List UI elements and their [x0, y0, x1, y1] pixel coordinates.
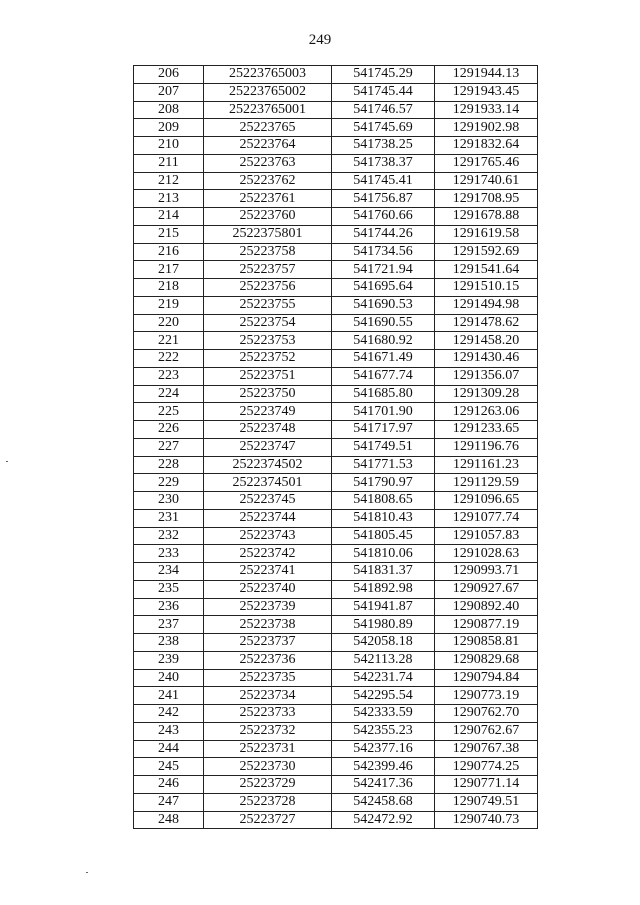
x-coordinate-cell: 542231.74 [332, 669, 435, 687]
table-row [134, 332, 538, 350]
table-row [134, 563, 538, 581]
table-row [134, 634, 538, 652]
table-row [134, 580, 538, 598]
table-row [134, 279, 538, 297]
point-id-cell: 25223732 [204, 722, 332, 740]
x-coordinate-cell: 542399.46 [332, 758, 435, 776]
table-row [134, 208, 538, 226]
point-id-cell: 25223734 [204, 687, 332, 705]
row-number-cell: 211 [134, 154, 204, 172]
table-row [134, 740, 538, 758]
x-coordinate-cell: 541685.80 [332, 385, 435, 403]
row-number-cell: 238 [134, 634, 204, 652]
table-row [134, 705, 538, 723]
y-coordinate-cell: 1291943.45 [435, 83, 538, 101]
row-number-cell: 244 [134, 740, 204, 758]
point-id-cell: 25223733 [204, 705, 332, 723]
x-coordinate-cell: 541745.44 [332, 83, 435, 101]
row-number-cell: 233 [134, 545, 204, 563]
x-coordinate-cell: 541790.97 [332, 474, 435, 492]
row-number-cell: 224 [134, 385, 204, 403]
table-row [134, 137, 538, 155]
x-coordinate-cell: 541695.64 [332, 279, 435, 297]
table-row [134, 314, 538, 332]
row-number-cell: 242 [134, 705, 204, 723]
row-number-cell: 243 [134, 722, 204, 740]
y-coordinate-cell: 1291933.14 [435, 101, 538, 119]
x-coordinate-cell: 541980.89 [332, 616, 435, 634]
point-id-cell: 25223763 [204, 154, 332, 172]
point-id-cell: 25223764 [204, 137, 332, 155]
table-row [134, 492, 538, 510]
table-row [134, 545, 538, 563]
scan-speck [6, 461, 8, 462]
y-coordinate-cell: 1291902.98 [435, 119, 538, 137]
y-coordinate-cell: 1291619.58 [435, 225, 538, 243]
y-coordinate-cell: 1290771.14 [435, 776, 538, 794]
x-coordinate-cell: 541749.51 [332, 438, 435, 456]
table-row [134, 687, 538, 705]
page-number: 249 [308, 32, 332, 48]
row-number-cell: 231 [134, 509, 204, 527]
x-coordinate-cell: 541677.74 [332, 367, 435, 385]
row-number-cell: 222 [134, 350, 204, 368]
row-number-cell: 212 [134, 172, 204, 190]
y-coordinate-cell: 1291494.98 [435, 296, 538, 314]
y-coordinate-cell: 1290773.19 [435, 687, 538, 705]
row-number-cell: 236 [134, 598, 204, 616]
y-coordinate-cell: 1291077.74 [435, 509, 538, 527]
x-coordinate-cell: 541805.45 [332, 527, 435, 545]
x-coordinate-cell: 542417.36 [332, 776, 435, 794]
x-coordinate-cell: 541810.06 [332, 545, 435, 563]
table-row [134, 669, 538, 687]
y-coordinate-cell: 1291592.69 [435, 243, 538, 261]
point-id-cell: 25223736 [204, 651, 332, 669]
point-id-cell: 25223765 [204, 119, 332, 137]
x-coordinate-cell: 541701.90 [332, 403, 435, 421]
x-coordinate-cell: 542458.68 [332, 793, 435, 811]
y-coordinate-cell: 1291765.46 [435, 154, 538, 172]
table-row [134, 385, 538, 403]
point-id-cell: 25223752 [204, 350, 332, 368]
x-coordinate-cell: 541717.97 [332, 421, 435, 439]
row-number-cell: 215 [134, 225, 204, 243]
point-id-cell: 25223742 [204, 545, 332, 563]
table-row [134, 456, 538, 474]
x-coordinate-cell: 541745.69 [332, 119, 435, 137]
y-coordinate-cell: 1291708.95 [435, 190, 538, 208]
table-row [134, 261, 538, 279]
x-coordinate-cell: 541738.37 [332, 154, 435, 172]
y-coordinate-cell: 1291478.62 [435, 314, 538, 332]
row-number-cell: 218 [134, 279, 204, 297]
table-row [134, 758, 538, 776]
x-coordinate-cell: 541808.65 [332, 492, 435, 510]
point-id-cell: 25223765001 [204, 101, 332, 119]
point-id-cell: 25223755 [204, 296, 332, 314]
x-coordinate-cell: 542355.23 [332, 722, 435, 740]
x-coordinate-cell: 541680.92 [332, 332, 435, 350]
row-number-cell: 209 [134, 119, 204, 137]
point-id-cell: 25223738 [204, 616, 332, 634]
point-id-cell: 25223754 [204, 314, 332, 332]
row-number-cell: 241 [134, 687, 204, 705]
y-coordinate-cell: 1291309.28 [435, 385, 538, 403]
x-coordinate-cell: 541746.57 [332, 101, 435, 119]
point-id-cell: 25223735 [204, 669, 332, 687]
table-row [134, 616, 538, 634]
point-id-cell: 25223765002 [204, 83, 332, 101]
table-row [134, 154, 538, 172]
point-id-cell: 25223751 [204, 367, 332, 385]
point-id-cell: 25223740 [204, 580, 332, 598]
table-row [134, 776, 538, 794]
y-coordinate-cell: 1291832.64 [435, 137, 538, 155]
row-number-cell: 214 [134, 208, 204, 226]
row-number-cell: 210 [134, 137, 204, 155]
row-number-cell: 229 [134, 474, 204, 492]
x-coordinate-cell: 541738.25 [332, 137, 435, 155]
table-row [134, 421, 538, 439]
x-coordinate-cell: 541745.29 [332, 66, 435, 84]
row-number-cell: 208 [134, 101, 204, 119]
table-row [134, 172, 538, 190]
row-number-cell: 217 [134, 261, 204, 279]
row-number-cell: 228 [134, 456, 204, 474]
point-id-cell: 25223739 [204, 598, 332, 616]
y-coordinate-cell: 1290858.81 [435, 634, 538, 652]
y-coordinate-cell: 1291678.88 [435, 208, 538, 226]
x-coordinate-cell: 542058.18 [332, 634, 435, 652]
row-number-cell: 216 [134, 243, 204, 261]
y-coordinate-cell: 1290767.38 [435, 740, 538, 758]
table-row [134, 403, 538, 421]
y-coordinate-cell: 1291510.15 [435, 279, 538, 297]
y-coordinate-cell: 1291458.20 [435, 332, 538, 350]
row-number-cell: 248 [134, 811, 204, 829]
row-number-cell: 246 [134, 776, 204, 794]
point-id-cell: 25223753 [204, 332, 332, 350]
point-id-cell: 25223743 [204, 527, 332, 545]
x-coordinate-cell: 542377.16 [332, 740, 435, 758]
x-coordinate-cell: 541690.55 [332, 314, 435, 332]
point-id-cell: 25223745 [204, 492, 332, 510]
y-coordinate-cell: 1290762.70 [435, 705, 538, 723]
table-row [134, 651, 538, 669]
point-id-cell: 25223760 [204, 208, 332, 226]
row-number-cell: 235 [134, 580, 204, 598]
point-id-cell: 2522375801 [204, 225, 332, 243]
point-id-cell: 25223750 [204, 385, 332, 403]
row-number-cell: 226 [134, 421, 204, 439]
table-row [134, 811, 538, 829]
y-coordinate-cell: 1290774.25 [435, 758, 538, 776]
y-coordinate-cell: 1290829.68 [435, 651, 538, 669]
coordinates-table-body [134, 66, 538, 829]
x-coordinate-cell: 541810.43 [332, 509, 435, 527]
x-coordinate-cell: 541745.41 [332, 172, 435, 190]
y-coordinate-cell: 1291096.65 [435, 492, 538, 510]
y-coordinate-cell: 1291944.13 [435, 66, 538, 84]
y-coordinate-cell: 1290877.19 [435, 616, 538, 634]
x-coordinate-cell: 541892.98 [332, 580, 435, 598]
y-coordinate-cell: 1291161.23 [435, 456, 538, 474]
y-coordinate-cell: 1291430.46 [435, 350, 538, 368]
table-row [134, 296, 538, 314]
y-coordinate-cell: 1290892.40 [435, 598, 538, 616]
row-number-cell: 213 [134, 190, 204, 208]
row-number-cell: 245 [134, 758, 204, 776]
table-row [134, 793, 538, 811]
y-coordinate-cell: 1290927.67 [435, 580, 538, 598]
table-row [134, 225, 538, 243]
point-id-cell: 2522374502 [204, 456, 332, 474]
y-coordinate-cell: 1291028.63 [435, 545, 538, 563]
table-row [134, 190, 538, 208]
row-number-cell: 220 [134, 314, 204, 332]
table-row [134, 474, 538, 492]
point-id-cell: 25223756 [204, 279, 332, 297]
point-id-cell: 25223762 [204, 172, 332, 190]
point-id-cell: 25223741 [204, 563, 332, 581]
y-coordinate-cell: 1291541.64 [435, 261, 538, 279]
point-id-cell: 25223731 [204, 740, 332, 758]
row-number-cell: 230 [134, 492, 204, 510]
y-coordinate-cell: 1290762.67 [435, 722, 538, 740]
table-row [134, 367, 538, 385]
table-row [134, 598, 538, 616]
row-number-cell: 219 [134, 296, 204, 314]
y-coordinate-cell: 1291740.61 [435, 172, 538, 190]
x-coordinate-cell: 541941.87 [332, 598, 435, 616]
point-id-cell: 25223757 [204, 261, 332, 279]
y-coordinate-cell: 1290749.51 [435, 793, 538, 811]
row-number-cell: 207 [134, 83, 204, 101]
row-number-cell: 237 [134, 616, 204, 634]
point-id-cell: 25223748 [204, 421, 332, 439]
point-id-cell: 25223728 [204, 793, 332, 811]
table-row [134, 438, 538, 456]
point-id-cell: 25223758 [204, 243, 332, 261]
point-id-cell: 25223765003 [204, 66, 332, 84]
point-id-cell: 25223747 [204, 438, 332, 456]
coordinates-table [133, 65, 538, 829]
y-coordinate-cell: 1291129.59 [435, 474, 538, 492]
point-id-cell: 25223730 [204, 758, 332, 776]
x-coordinate-cell: 541756.87 [332, 190, 435, 208]
point-id-cell: 25223744 [204, 509, 332, 527]
point-id-cell: 25223749 [204, 403, 332, 421]
x-coordinate-cell: 541690.53 [332, 296, 435, 314]
row-number-cell: 227 [134, 438, 204, 456]
row-number-cell: 240 [134, 669, 204, 687]
table-row [134, 119, 538, 137]
x-coordinate-cell: 541760.66 [332, 208, 435, 226]
x-coordinate-cell: 541721.94 [332, 261, 435, 279]
x-coordinate-cell: 541771.53 [332, 456, 435, 474]
x-coordinate-cell: 541744.26 [332, 225, 435, 243]
table-row [134, 509, 538, 527]
point-id-cell: 25223727 [204, 811, 332, 829]
row-number-cell: 225 [134, 403, 204, 421]
row-number-cell: 221 [134, 332, 204, 350]
point-id-cell: 2522374501 [204, 474, 332, 492]
point-id-cell: 25223761 [204, 190, 332, 208]
row-number-cell: 223 [134, 367, 204, 385]
y-coordinate-cell: 1291057.83 [435, 527, 538, 545]
y-coordinate-cell: 1291233.65 [435, 421, 538, 439]
table-row [134, 83, 538, 101]
point-id-cell: 25223737 [204, 634, 332, 652]
x-coordinate-cell: 542113.28 [332, 651, 435, 669]
y-coordinate-cell: 1290740.73 [435, 811, 538, 829]
table-row [134, 66, 538, 84]
y-coordinate-cell: 1291356.07 [435, 367, 538, 385]
row-number-cell: 239 [134, 651, 204, 669]
table-row [134, 243, 538, 261]
scan-speck [86, 872, 88, 873]
y-coordinate-cell: 1290794.84 [435, 669, 538, 687]
x-coordinate-cell: 541671.49 [332, 350, 435, 368]
row-number-cell: 234 [134, 563, 204, 581]
table-row [134, 350, 538, 368]
y-coordinate-cell: 1290993.71 [435, 563, 538, 581]
y-coordinate-cell: 1291263.06 [435, 403, 538, 421]
table-row [134, 722, 538, 740]
x-coordinate-cell: 542333.59 [332, 705, 435, 723]
y-coordinate-cell: 1291196.76 [435, 438, 538, 456]
row-number-cell: 232 [134, 527, 204, 545]
x-coordinate-cell: 542472.92 [332, 811, 435, 829]
x-coordinate-cell: 542295.54 [332, 687, 435, 705]
x-coordinate-cell: 541831.37 [332, 563, 435, 581]
table-row [134, 101, 538, 119]
row-number-cell: 206 [134, 66, 204, 84]
x-coordinate-cell: 541734.56 [332, 243, 435, 261]
point-id-cell: 25223729 [204, 776, 332, 794]
table-row [134, 527, 538, 545]
row-number-cell: 247 [134, 793, 204, 811]
